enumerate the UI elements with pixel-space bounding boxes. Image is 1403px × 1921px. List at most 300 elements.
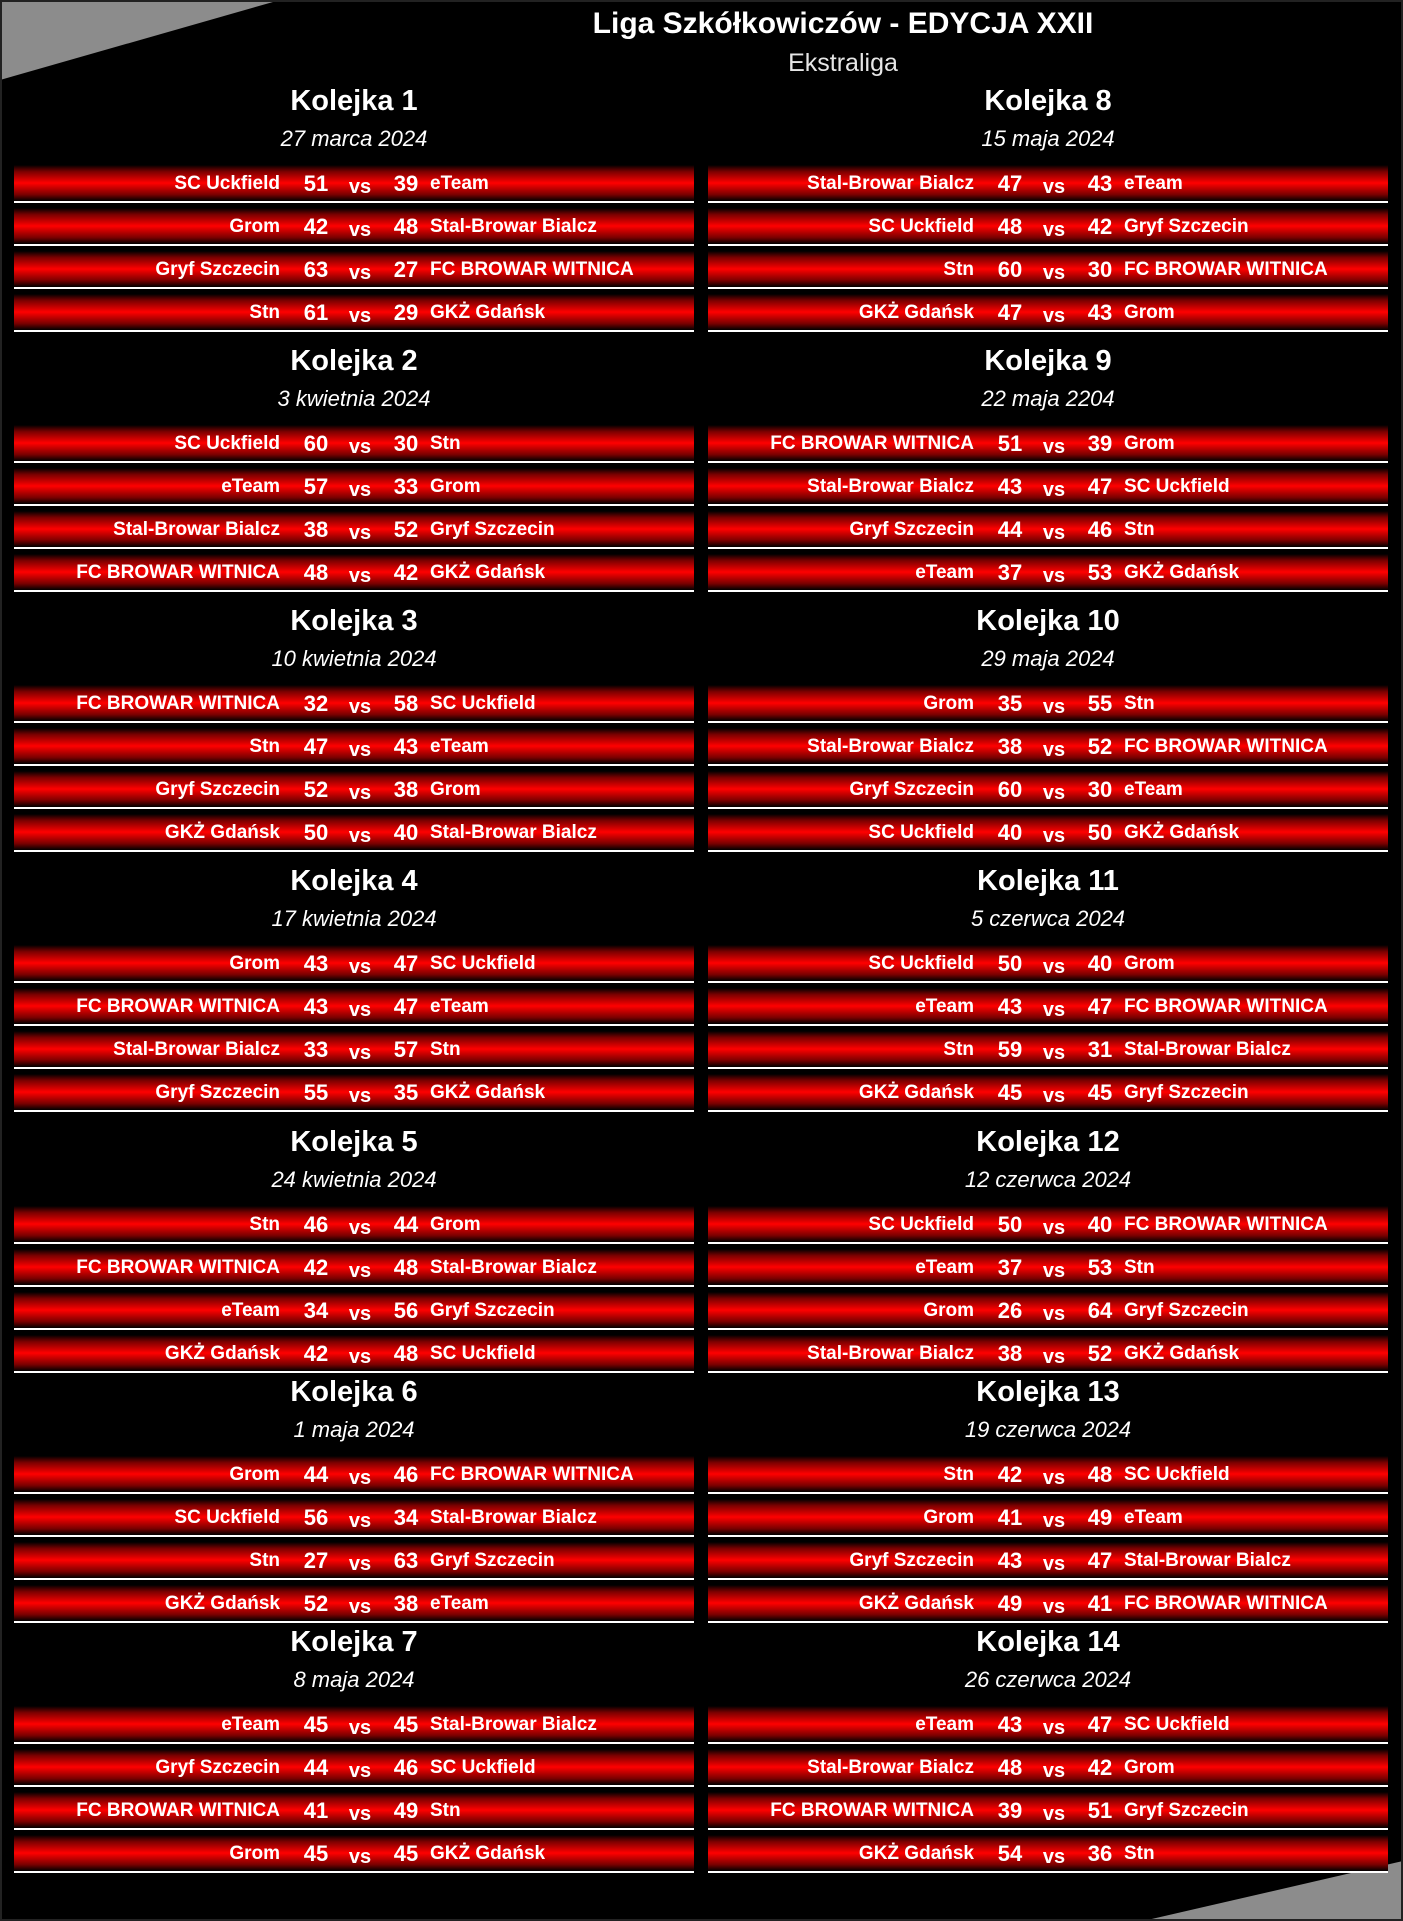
home-team: Stal-Browar Bialcz bbox=[807, 1343, 974, 1364]
versus-label: vs bbox=[348, 825, 372, 847]
away-score: 38 bbox=[393, 777, 419, 802]
away-team: Stal-Browar Bialcz bbox=[430, 1507, 597, 1528]
home-team: GKŻ Gdańsk bbox=[858, 302, 974, 323]
match-row bbox=[14, 208, 694, 246]
home-score: 59 bbox=[997, 1037, 1023, 1062]
away-score: 48 bbox=[393, 1255, 419, 1280]
versus-label: vs bbox=[1042, 1760, 1066, 1782]
match-row bbox=[708, 1292, 1388, 1330]
home-team: GKŻ Gdańsk bbox=[858, 1593, 974, 1614]
away-team: Gryf Szczecin bbox=[430, 1550, 555, 1571]
home-score: 60 bbox=[997, 777, 1023, 802]
match-row bbox=[14, 945, 694, 983]
away-team: GKŻ Gdańsk bbox=[430, 1082, 546, 1103]
away-score: 47 bbox=[1087, 994, 1113, 1019]
versus-label: vs bbox=[1042, 1085, 1066, 1107]
match-row bbox=[708, 251, 1388, 289]
match-row bbox=[708, 685, 1388, 723]
away-team: eTeam bbox=[1124, 1507, 1183, 1528]
home-team: SC Uckfield bbox=[868, 953, 974, 974]
away-score: 45 bbox=[1087, 1080, 1113, 1105]
match-row bbox=[14, 814, 694, 852]
league-name: Ekstraliga bbox=[788, 49, 898, 77]
home-team: Stal-Browar Bialcz bbox=[807, 476, 974, 497]
away-score: 64 bbox=[1087, 1298, 1113, 1323]
home-team: SC Uckfield bbox=[174, 173, 280, 194]
home-team: GKŻ Gdańsk bbox=[164, 1593, 280, 1614]
home-score: 43 bbox=[997, 474, 1023, 499]
away-score: 39 bbox=[393, 171, 419, 196]
versus-label: vs bbox=[348, 522, 372, 544]
away-team: eTeam bbox=[430, 173, 489, 194]
versus-label: vs bbox=[1042, 782, 1066, 804]
versus-label: vs bbox=[348, 1717, 372, 1739]
home-team: Gryf Szczecin bbox=[849, 779, 974, 800]
home-team: SC Uckfield bbox=[868, 822, 974, 843]
away-score: 46 bbox=[1087, 517, 1113, 542]
away-score: 38 bbox=[393, 1591, 419, 1616]
match-row bbox=[14, 685, 694, 723]
match-row bbox=[708, 1706, 1388, 1744]
versus-label: vs bbox=[1042, 565, 1066, 587]
versus-label: vs bbox=[348, 219, 372, 241]
round-block bbox=[14, 1371, 694, 1618]
away-score: 46 bbox=[393, 1755, 419, 1780]
home-score: 33 bbox=[303, 1037, 329, 1062]
match-row bbox=[14, 988, 694, 1026]
match-row bbox=[708, 511, 1388, 549]
versus-label: vs bbox=[1042, 825, 1066, 847]
round-date: 12 czerwca 2024 bbox=[964, 1167, 1132, 1192]
away-team: Stal-Browar Bialcz bbox=[430, 216, 597, 237]
round-block bbox=[14, 1121, 694, 1368]
versus-label: vs bbox=[348, 1085, 372, 1107]
versus-label: vs bbox=[348, 1803, 372, 1825]
match-row bbox=[708, 771, 1388, 809]
round-date: 29 maja 2024 bbox=[981, 646, 1115, 671]
away-score: 55 bbox=[1087, 691, 1113, 716]
versus-label: vs bbox=[1042, 1303, 1066, 1325]
versus-label: vs bbox=[1042, 262, 1066, 284]
away-score: 27 bbox=[393, 257, 419, 282]
home-score: 37 bbox=[997, 1255, 1023, 1280]
away-team: eTeam bbox=[430, 996, 489, 1017]
match-row bbox=[708, 554, 1388, 592]
home-team: Gryf Szczecin bbox=[155, 1082, 280, 1103]
away-team: GKŻ Gdańsk bbox=[430, 302, 546, 323]
versus-label: vs bbox=[348, 262, 372, 284]
home-team: Gryf Szczecin bbox=[155, 1757, 280, 1778]
match-row bbox=[14, 1835, 694, 1873]
home-team: Gryf Szczecin bbox=[849, 519, 974, 540]
home-score: 48 bbox=[303, 560, 329, 585]
versus-label: vs bbox=[348, 1553, 372, 1575]
away-team: Stn bbox=[1124, 519, 1155, 540]
away-score: 63 bbox=[393, 1548, 419, 1573]
home-team: Stal-Browar Bialcz bbox=[807, 1757, 974, 1778]
versus-label: vs bbox=[348, 1467, 372, 1489]
away-score: 42 bbox=[1087, 214, 1113, 239]
away-team: Gryf Szczecin bbox=[1124, 1800, 1249, 1821]
round-block bbox=[14, 1621, 694, 1868]
versus-label: vs bbox=[348, 305, 372, 327]
home-score: 41 bbox=[303, 1798, 329, 1823]
away-score: 48 bbox=[393, 1341, 419, 1366]
round-block bbox=[14, 340, 694, 587]
away-score: 52 bbox=[1087, 734, 1113, 759]
versus-label: vs bbox=[1042, 999, 1066, 1021]
away-team: GKŻ Gdańsk bbox=[430, 1843, 546, 1864]
away-score: 58 bbox=[393, 691, 419, 716]
round-title: Kolejka 6 bbox=[290, 1376, 418, 1408]
away-score: 48 bbox=[393, 214, 419, 239]
round-title: Kolejka 10 bbox=[976, 605, 1120, 637]
home-team: Grom bbox=[229, 216, 280, 237]
match-row bbox=[14, 251, 694, 289]
versus-label: vs bbox=[1042, 176, 1066, 198]
away-team: FC BROWAR WITNICA bbox=[1124, 1593, 1328, 1614]
away-score: 39 bbox=[1087, 431, 1113, 456]
away-team: Gryf Szczecin bbox=[430, 519, 555, 540]
versus-label: vs bbox=[1042, 479, 1066, 501]
home-team: Grom bbox=[229, 953, 280, 974]
round-date: 22 maja 2204 bbox=[981, 386, 1115, 411]
away-team: Grom bbox=[430, 476, 481, 497]
home-score: 38 bbox=[303, 517, 329, 542]
away-score: 40 bbox=[1087, 1212, 1113, 1237]
versus-label: vs bbox=[348, 1217, 372, 1239]
match-row bbox=[708, 1749, 1388, 1787]
away-score: 47 bbox=[393, 951, 419, 976]
home-score: 26 bbox=[997, 1298, 1023, 1323]
home-score: 47 bbox=[997, 171, 1023, 196]
away-team: FC BROWAR WITNICA bbox=[1124, 259, 1328, 280]
home-team: Gryf Szczecin bbox=[849, 1550, 974, 1571]
away-team: FC BROWAR WITNICA bbox=[430, 1464, 634, 1485]
round-date: 10 kwietnia 2024 bbox=[271, 646, 437, 671]
round-title: Kolejka 9 bbox=[984, 345, 1112, 377]
round-date: 1 maja 2024 bbox=[293, 1417, 415, 1442]
away-score: 34 bbox=[393, 1505, 419, 1530]
home-score: 51 bbox=[303, 171, 329, 196]
home-score: 54 bbox=[997, 1841, 1023, 1866]
away-team: Stn bbox=[1124, 693, 1155, 714]
versus-label: vs bbox=[1042, 219, 1066, 241]
home-team: eTeam bbox=[915, 996, 974, 1017]
home-team: Stal-Browar Bialcz bbox=[807, 173, 974, 194]
away-score: 47 bbox=[1087, 1712, 1113, 1737]
home-team: GKŻ Gdańsk bbox=[858, 1082, 974, 1103]
away-score: 30 bbox=[1087, 777, 1113, 802]
versus-label: vs bbox=[348, 1596, 372, 1618]
match-row bbox=[14, 165, 694, 203]
away-team: SC Uckfield bbox=[430, 1757, 536, 1778]
away-team: Stn bbox=[430, 433, 461, 454]
away-team: FC BROWAR WITNICA bbox=[1124, 1214, 1328, 1235]
round-block bbox=[708, 340, 1388, 587]
home-team: Stn bbox=[943, 1039, 974, 1060]
match-row bbox=[708, 1335, 1388, 1373]
match-row bbox=[14, 425, 694, 463]
home-score: 48 bbox=[997, 1755, 1023, 1780]
match-row bbox=[708, 728, 1388, 766]
away-score: 43 bbox=[393, 734, 419, 759]
away-score: 52 bbox=[1087, 1341, 1113, 1366]
away-team: Gryf Szczecin bbox=[1124, 1300, 1249, 1321]
match-row bbox=[14, 511, 694, 549]
away-score: 47 bbox=[393, 994, 419, 1019]
home-score: 50 bbox=[997, 1212, 1023, 1237]
home-team: eTeam bbox=[221, 1714, 280, 1735]
versus-label: vs bbox=[1042, 1803, 1066, 1825]
match-row bbox=[708, 165, 1388, 203]
home-score: 41 bbox=[997, 1505, 1023, 1530]
away-team: Grom bbox=[430, 1214, 481, 1235]
home-team: Stn bbox=[249, 1214, 280, 1235]
home-score: 46 bbox=[303, 1212, 329, 1237]
match-row bbox=[14, 1499, 694, 1537]
away-score: 47 bbox=[1087, 1548, 1113, 1573]
match-row bbox=[14, 1335, 694, 1373]
round-title: Kolejka 2 bbox=[290, 345, 418, 377]
round-block bbox=[14, 860, 694, 1107]
home-score: 43 bbox=[997, 1712, 1023, 1737]
home-score: 42 bbox=[303, 1341, 329, 1366]
away-score: 49 bbox=[393, 1798, 419, 1823]
round-block bbox=[708, 1121, 1388, 1368]
versus-label: vs bbox=[1042, 1717, 1066, 1739]
home-score: 44 bbox=[997, 517, 1023, 542]
away-score: 30 bbox=[1087, 257, 1113, 282]
match-row bbox=[708, 1585, 1388, 1623]
match-row bbox=[708, 468, 1388, 506]
home-team: Grom bbox=[923, 1300, 974, 1321]
versus-label: vs bbox=[1042, 1846, 1066, 1868]
versus-label: vs bbox=[1042, 1553, 1066, 1575]
match-row bbox=[14, 771, 694, 809]
home-team: Grom bbox=[923, 1507, 974, 1528]
match-row bbox=[14, 728, 694, 766]
match-row bbox=[708, 1249, 1388, 1287]
versus-label: vs bbox=[348, 782, 372, 804]
page-title: Liga Szkółkowiczów - EDYCJA XXII bbox=[592, 7, 1094, 40]
away-score: 47 bbox=[1087, 474, 1113, 499]
home-score: 47 bbox=[997, 300, 1023, 325]
match-row bbox=[14, 1206, 694, 1244]
match-row bbox=[708, 1456, 1388, 1494]
match-row bbox=[708, 1542, 1388, 1580]
away-team: GKŻ Gdańsk bbox=[1124, 562, 1240, 583]
home-score: 44 bbox=[303, 1462, 329, 1487]
home-team: FC BROWAR WITNICA bbox=[76, 1257, 280, 1278]
home-score: 63 bbox=[303, 257, 329, 282]
away-team: eTeam bbox=[430, 1593, 489, 1614]
match-row bbox=[708, 1031, 1388, 1069]
match-row bbox=[708, 208, 1388, 246]
round-title: Kolejka 5 bbox=[290, 1126, 418, 1158]
round-title: Kolejka 3 bbox=[290, 605, 418, 637]
round-date: 5 czerwca 2024 bbox=[970, 906, 1126, 931]
away-score: 56 bbox=[393, 1298, 419, 1323]
away-score: 49 bbox=[1087, 1505, 1113, 1530]
versus-label: vs bbox=[348, 1260, 372, 1282]
match-row bbox=[708, 1792, 1388, 1830]
home-team: SC Uckfield bbox=[174, 433, 280, 454]
versus-label: vs bbox=[1042, 1346, 1066, 1368]
home-team: Grom bbox=[923, 693, 974, 714]
versus-label: vs bbox=[348, 1510, 372, 1532]
home-team: Gryf Szczecin bbox=[155, 779, 280, 800]
home-score: 50 bbox=[997, 951, 1023, 976]
away-score: 33 bbox=[393, 474, 419, 499]
round-title: Kolejka 4 bbox=[290, 865, 418, 897]
round-title: Kolejka 11 bbox=[977, 865, 1119, 897]
match-row bbox=[14, 554, 694, 592]
versus-label: vs bbox=[348, 739, 372, 761]
home-team: SC Uckfield bbox=[868, 216, 974, 237]
home-score: 37 bbox=[997, 560, 1023, 585]
away-score: 53 bbox=[1087, 1255, 1113, 1280]
match-row bbox=[14, 1031, 694, 1069]
versus-label: vs bbox=[348, 1042, 372, 1064]
away-team: Gryf Szczecin bbox=[1124, 1082, 1249, 1103]
away-score: 31 bbox=[1087, 1037, 1113, 1062]
round-block bbox=[708, 600, 1388, 847]
match-row bbox=[14, 294, 694, 332]
home-team: SC Uckfield bbox=[174, 1507, 280, 1528]
home-team: Stal-Browar Bialcz bbox=[807, 736, 974, 757]
away-score: 29 bbox=[393, 300, 419, 325]
round-date: 3 kwietnia 2024 bbox=[277, 386, 431, 411]
home-score: 27 bbox=[303, 1548, 329, 1573]
home-team: GKŻ Gdańsk bbox=[164, 1343, 280, 1364]
away-score: 45 bbox=[393, 1841, 419, 1866]
away-score: 45 bbox=[393, 1712, 419, 1737]
home-team: Stn bbox=[249, 736, 280, 757]
match-row bbox=[708, 294, 1388, 332]
away-team: Grom bbox=[1124, 433, 1175, 454]
home-team: FC BROWAR WITNICA bbox=[770, 1800, 974, 1821]
home-team: Stal-Browar Bialcz bbox=[113, 519, 280, 540]
round-block bbox=[708, 80, 1388, 327]
away-score: 35 bbox=[393, 1080, 419, 1105]
away-score: 30 bbox=[393, 431, 419, 456]
away-team: Stn bbox=[1124, 1257, 1155, 1278]
home-score: 35 bbox=[997, 691, 1023, 716]
versus-label: vs bbox=[1042, 305, 1066, 327]
versus-label: vs bbox=[1042, 1260, 1066, 1282]
home-score: 47 bbox=[303, 734, 329, 759]
away-team: Gryf Szczecin bbox=[1124, 216, 1249, 237]
versus-label: vs bbox=[1042, 1596, 1066, 1618]
away-score: 51 bbox=[1087, 1798, 1113, 1823]
away-team: Stal-Browar Bialcz bbox=[1124, 1039, 1291, 1060]
home-team: Stn bbox=[249, 1550, 280, 1571]
home-team: FC BROWAR WITNICA bbox=[76, 693, 280, 714]
home-score: 42 bbox=[303, 1255, 329, 1280]
match-row bbox=[14, 1542, 694, 1580]
away-score: 40 bbox=[1087, 951, 1113, 976]
home-score: 42 bbox=[303, 214, 329, 239]
away-score: 57 bbox=[393, 1037, 419, 1062]
versus-label: vs bbox=[1042, 1510, 1066, 1532]
home-score: 49 bbox=[997, 1591, 1023, 1616]
away-score: 48 bbox=[1087, 1462, 1113, 1487]
versus-label: vs bbox=[1042, 436, 1066, 458]
round-date: 8 maja 2024 bbox=[293, 1667, 415, 1692]
away-team: Stn bbox=[1124, 1843, 1155, 1864]
match-row bbox=[14, 1074, 694, 1112]
round-title: Kolejka 8 bbox=[984, 85, 1112, 117]
match-row bbox=[708, 945, 1388, 983]
round-title: Kolejka 1 bbox=[290, 85, 418, 117]
home-score: 44 bbox=[303, 1755, 329, 1780]
versus-label: vs bbox=[348, 436, 372, 458]
away-score: 43 bbox=[1087, 300, 1113, 325]
home-score: 38 bbox=[997, 734, 1023, 759]
home-score: 50 bbox=[303, 820, 329, 845]
home-team: Stn bbox=[249, 302, 280, 323]
home-team: eTeam bbox=[221, 1300, 280, 1321]
versus-label: vs bbox=[348, 1846, 372, 1868]
away-score: 52 bbox=[393, 517, 419, 542]
versus-label: vs bbox=[1042, 1467, 1066, 1489]
round-block bbox=[708, 1371, 1388, 1618]
home-team: Stn bbox=[943, 259, 974, 280]
home-team: Gryf Szczecin bbox=[155, 259, 280, 280]
home-score: 55 bbox=[303, 1080, 329, 1105]
versus-label: vs bbox=[348, 1760, 372, 1782]
versus-label: vs bbox=[348, 956, 372, 978]
round-date: 19 czerwca 2024 bbox=[964, 1417, 1132, 1442]
home-score: 56 bbox=[303, 1505, 329, 1530]
home-score: 42 bbox=[997, 1462, 1023, 1487]
versus-label: vs bbox=[1042, 956, 1066, 978]
round-block bbox=[708, 1621, 1388, 1868]
versus-label: vs bbox=[1042, 522, 1066, 544]
away-score: 53 bbox=[1087, 560, 1113, 585]
home-score: 32 bbox=[303, 691, 329, 716]
home-score: 43 bbox=[997, 994, 1023, 1019]
home-score: 34 bbox=[303, 1298, 329, 1323]
home-score: 57 bbox=[303, 474, 329, 499]
away-team: Stal-Browar Bialcz bbox=[1124, 1550, 1291, 1571]
home-score: 48 bbox=[997, 214, 1023, 239]
home-team: FC BROWAR WITNICA bbox=[770, 433, 974, 454]
match-row bbox=[14, 1749, 694, 1787]
home-score: 60 bbox=[303, 431, 329, 456]
home-score: 45 bbox=[997, 1080, 1023, 1105]
away-team: eTeam bbox=[430, 736, 489, 757]
versus-label: vs bbox=[348, 479, 372, 501]
round-block bbox=[14, 600, 694, 847]
match-row bbox=[708, 1499, 1388, 1537]
versus-label: vs bbox=[348, 1346, 372, 1368]
match-row bbox=[708, 1074, 1388, 1112]
away-score: 43 bbox=[1087, 171, 1113, 196]
away-score: 44 bbox=[393, 1212, 419, 1237]
home-team: Stal-Browar Bialcz bbox=[113, 1039, 280, 1060]
home-team: FC BROWAR WITNICA bbox=[76, 1800, 280, 1821]
away-team: eTeam bbox=[1124, 779, 1183, 800]
match-row bbox=[708, 988, 1388, 1026]
home-team: eTeam bbox=[221, 476, 280, 497]
away-team: SC Uckfield bbox=[1124, 476, 1230, 497]
match-row bbox=[14, 1792, 694, 1830]
match-row bbox=[708, 425, 1388, 463]
away-team: Stal-Browar Bialcz bbox=[430, 1714, 597, 1735]
match-row bbox=[14, 1706, 694, 1744]
